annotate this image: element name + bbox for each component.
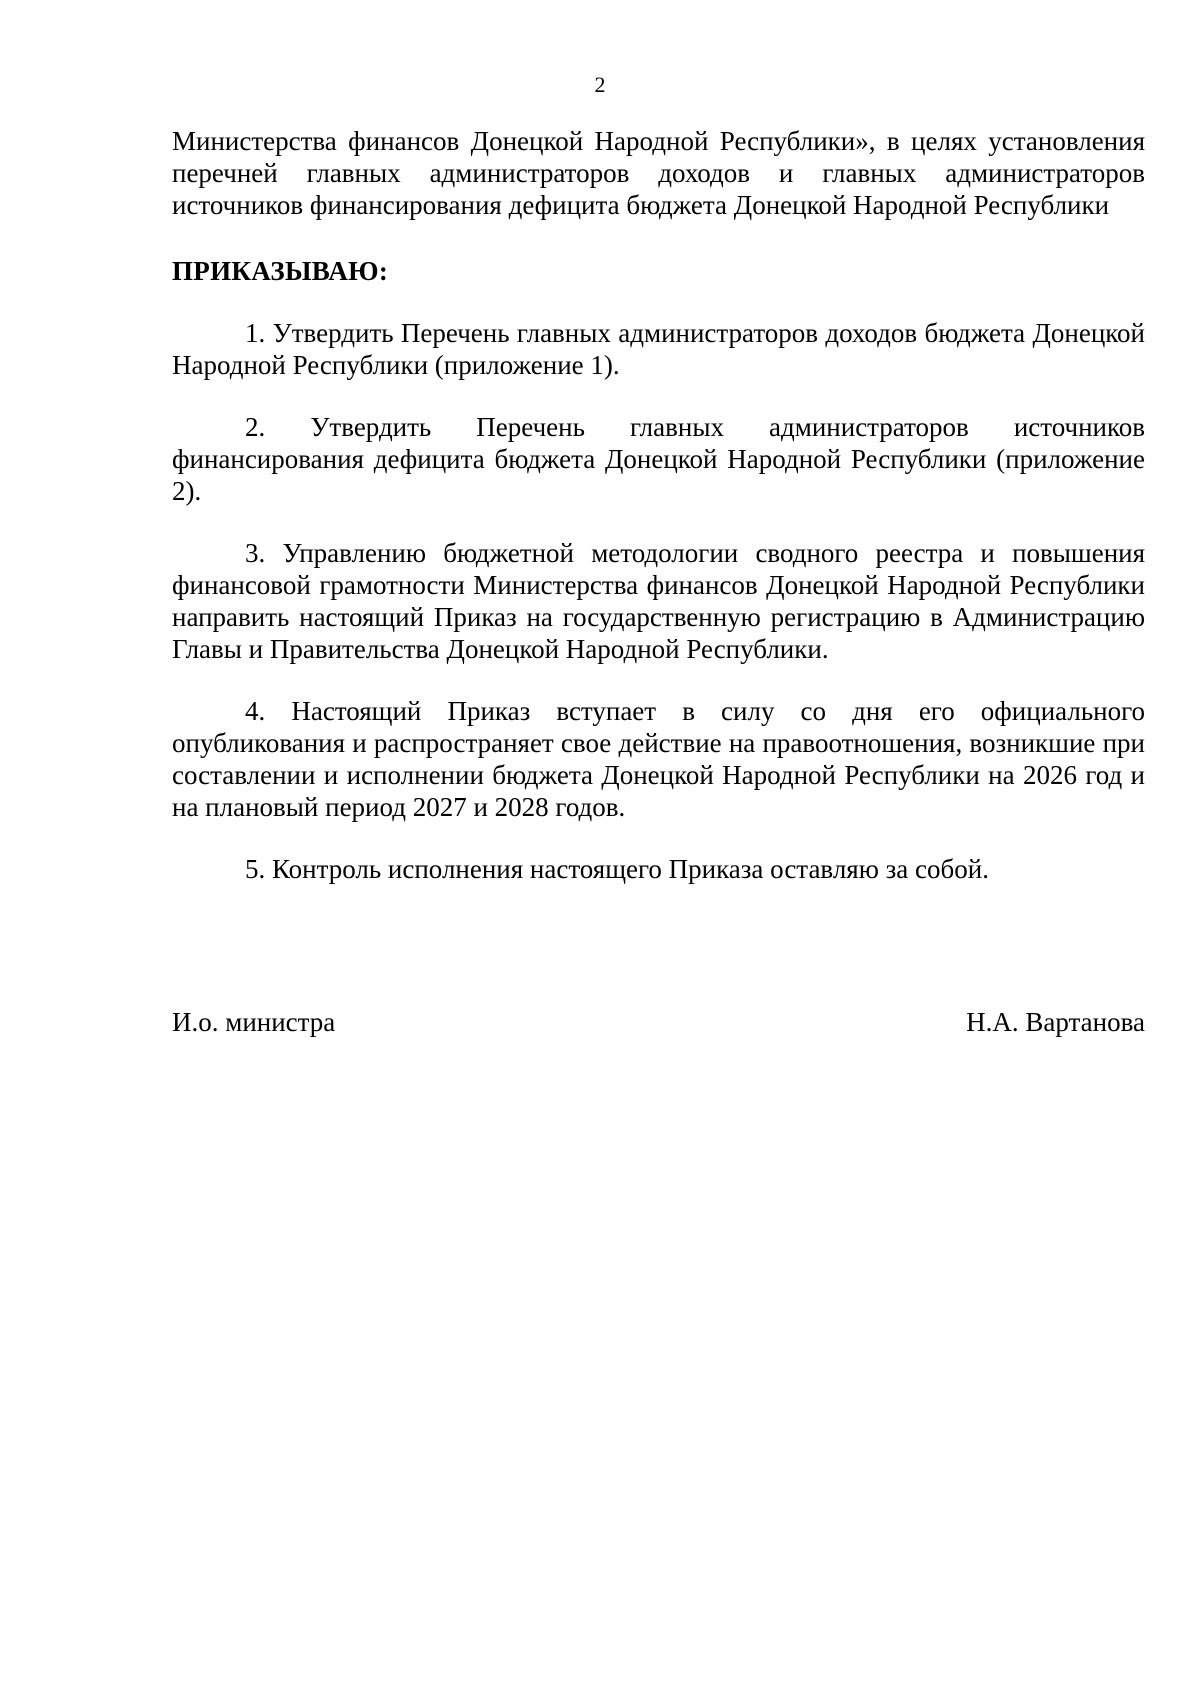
signature-block [172,1006,1145,1038]
order-item-text: Контроль исполнения настоящего Приказа оставляю за собой. [272,854,989,884]
signatory-position: И.о. министра [172,1007,336,1037]
order-item-number: 3. [245,538,266,568]
order-item-text: Настоящий Приказ вступает в силу со дня его официального опубликования и распространяет свое действие на правоотношения, возникшие при составлении и исполнении бюджета Донецкой Народной Республики на 2026 год и на плановый период 2027 и 2028 годов. [172,696,1145,822]
order-item-3 [172,537,1145,665]
order-item-5 [172,853,1145,885]
document-body [172,125,1145,915]
order-item-text: Утвердить Перечень главных администраторов источников финансирования дефицита бюджета Донецкой Народной Республики (приложение 2). [172,412,1145,506]
order-item-number: 1. [245,318,266,348]
order-item-text: Утвердить Перечень главных администраторов доходов бюджета Донецкой Народной Республики (приложение 1). [172,318,1146,380]
order-item-number: 5. [245,854,266,884]
order-item-text: Управлению бюджетной методологии сводного реестра и повышения финансовой грамотности Министерства финансов Донецкой Народной Республики направить настоящий Приказ на государственную регистрацию в Администрацию Главы и Правительства Донецкой Народной Республики. [172,538,1146,664]
order-item-number: 2. [245,412,266,442]
signatory-name: Н.А. Вартанова [966,1007,1145,1037]
order-item-number: 4. [245,696,266,726]
order-heading: ПРИКАЗЫВАЮ: [172,256,389,286]
order-item-4 [172,695,1145,823]
order-item-1 [172,317,1145,381]
order-item-2 [172,411,1145,507]
page-number: 2 [594,72,606,97]
intro-paragraph: Министерства финансов Донецкой Народной Республики», в целях установления перечней главных администраторов доходов и главных администраторов источников финансирования дефицита бюджета Донецкой Народной Республики [172,126,1145,220]
